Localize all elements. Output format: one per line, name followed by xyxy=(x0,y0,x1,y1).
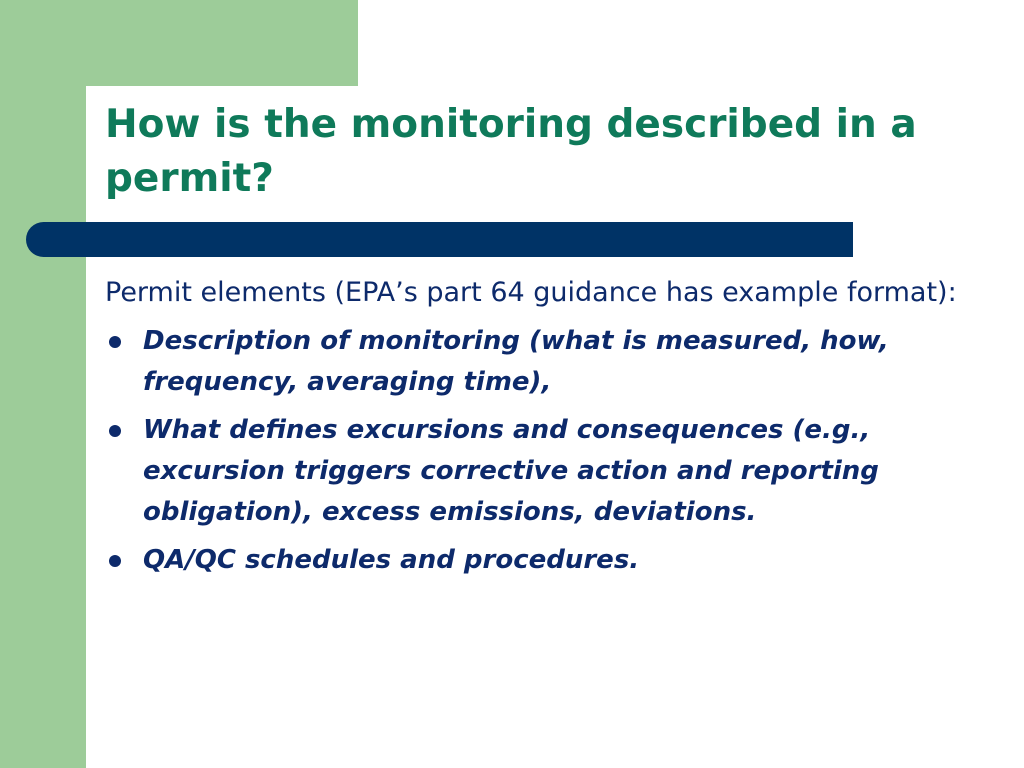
title-divider-bar xyxy=(26,222,853,257)
bullet-dot-icon xyxy=(109,555,121,567)
bullet-text: Description of monitoring (what is measured, how, frequency, averaging time), xyxy=(143,326,889,397)
bullet-list xyxy=(105,321,965,581)
bullet-dot-icon xyxy=(109,425,121,437)
bullet-text: QA/QC schedules and procedures. xyxy=(143,545,640,575)
slide-title: How is the monitoring described in a permit? xyxy=(105,102,917,201)
slide-body xyxy=(105,272,965,588)
bullet-dot-icon xyxy=(109,336,121,348)
green-top-panel xyxy=(0,0,358,86)
bullet-item xyxy=(105,321,965,403)
bullet-item xyxy=(105,410,965,533)
intro-text: Permit elements (EPA’s part 64 guidance has example format): xyxy=(105,277,957,308)
bullet-item xyxy=(105,540,965,581)
green-side-panel xyxy=(0,0,86,768)
bullet-text: What defines excursions and consequences (e.g., excursion triggers corrective action and reporting obligation), excess emissions, deviations. xyxy=(143,415,879,527)
